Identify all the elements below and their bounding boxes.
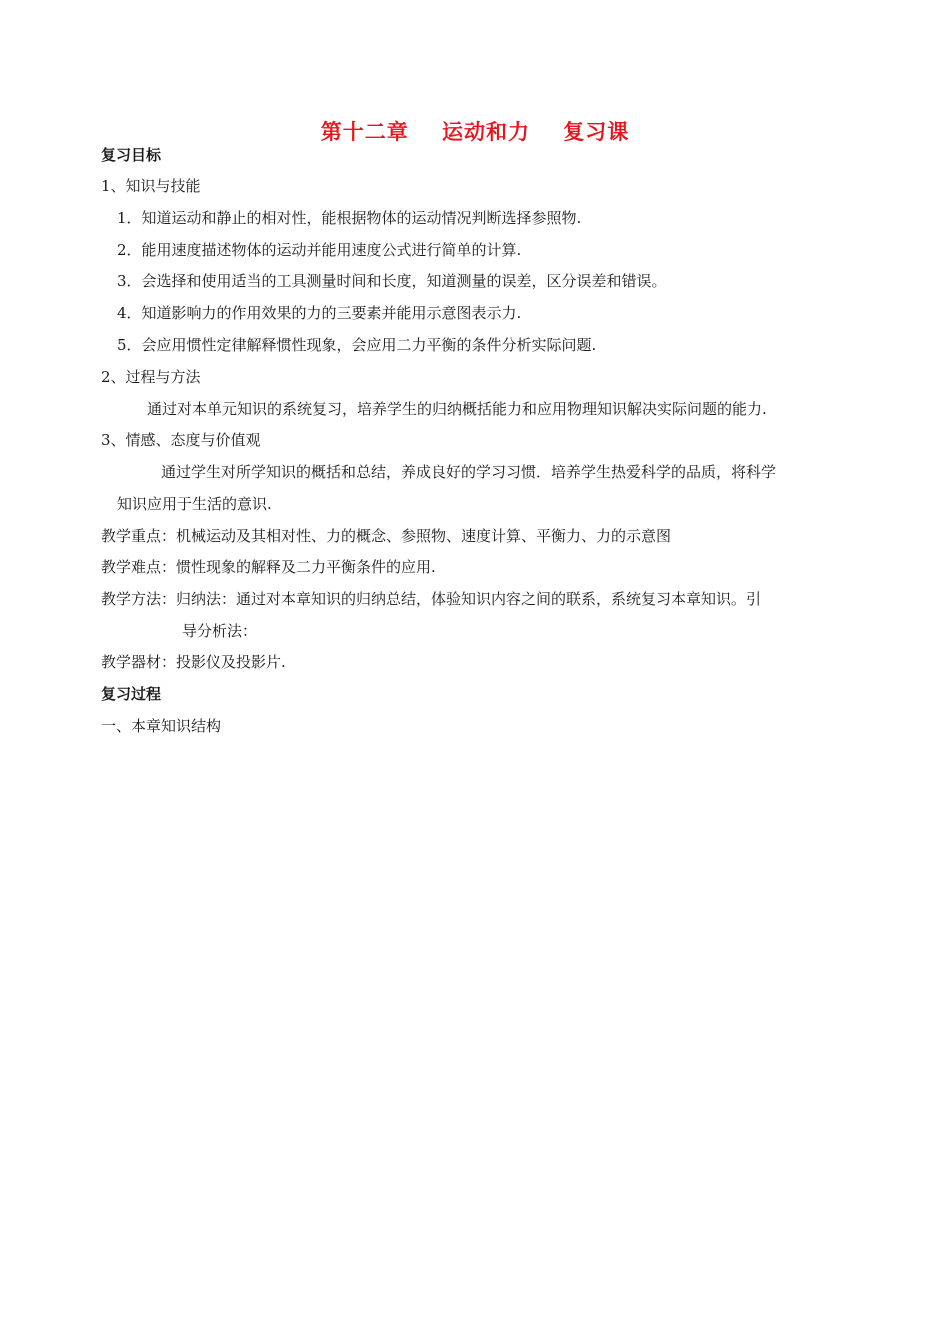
process-heading: 2、过程与方法	[101, 368, 201, 386]
knowledge-heading: 1、知识与技能	[101, 177, 201, 195]
section-heading-process: 复习过程	[101, 685, 162, 703]
knowledge-item: 1．知道运动和静止的相对性，能根据物体的运动情况判断选择参照物.	[117, 209, 582, 227]
equipment: 教学器材：投影仪及投影片.	[101, 653, 286, 671]
emotion-text-line-1: 通过学生对所学知识的概括和总结，养成良好的学习习惯．培养学生热爱科学的品质，将科学	[161, 463, 777, 481]
section-heading-goals: 复习目标	[101, 146, 162, 164]
emotion-heading: 3、情感、态度与价值观	[101, 431, 261, 449]
knowledge-item: 5．会应用惯性定律解释惯性现象，会应用二力平衡的条件分析实际问题.	[117, 336, 597, 354]
structure-heading: 一、本章知识结构	[101, 717, 222, 735]
emotion-text-line-2: 知识应用于生活的意识.	[117, 495, 272, 513]
methods-line-2: 导分析法：	[182, 622, 258, 640]
page-title: 第十二章 运动和力 复习课	[320, 120, 630, 144]
key-points: 教学重点：机械运动及其相对性、力的概念、参照物、速度计算、平衡力、力的示意图	[101, 527, 672, 545]
knowledge-item: 3．会选择和使用适当的工具测量时间和长度，知道测量的误差，区分误差和错误。	[117, 272, 667, 290]
process-text: 通过对本单元知识的系统复习，培养学生的归纳概括能力和应用物理知识解决实际问题的能力.	[147, 400, 767, 418]
methods-line-1: 教学方法：归纳法：通过对本章知识的归纳总结，体验知识内容之间的联系，系统复习本章知识。引	[101, 590, 762, 608]
knowledge-item: 4．知道影响力的作用效果的力的三要素并能用示意图表示力.	[117, 304, 522, 322]
knowledge-item: 2．能用速度描述物体的运动并能用速度公式进行简单的计算.	[117, 241, 522, 259]
difficult-points: 教学难点：惯性现象的解释及二力平衡条件的应用.	[101, 558, 436, 576]
